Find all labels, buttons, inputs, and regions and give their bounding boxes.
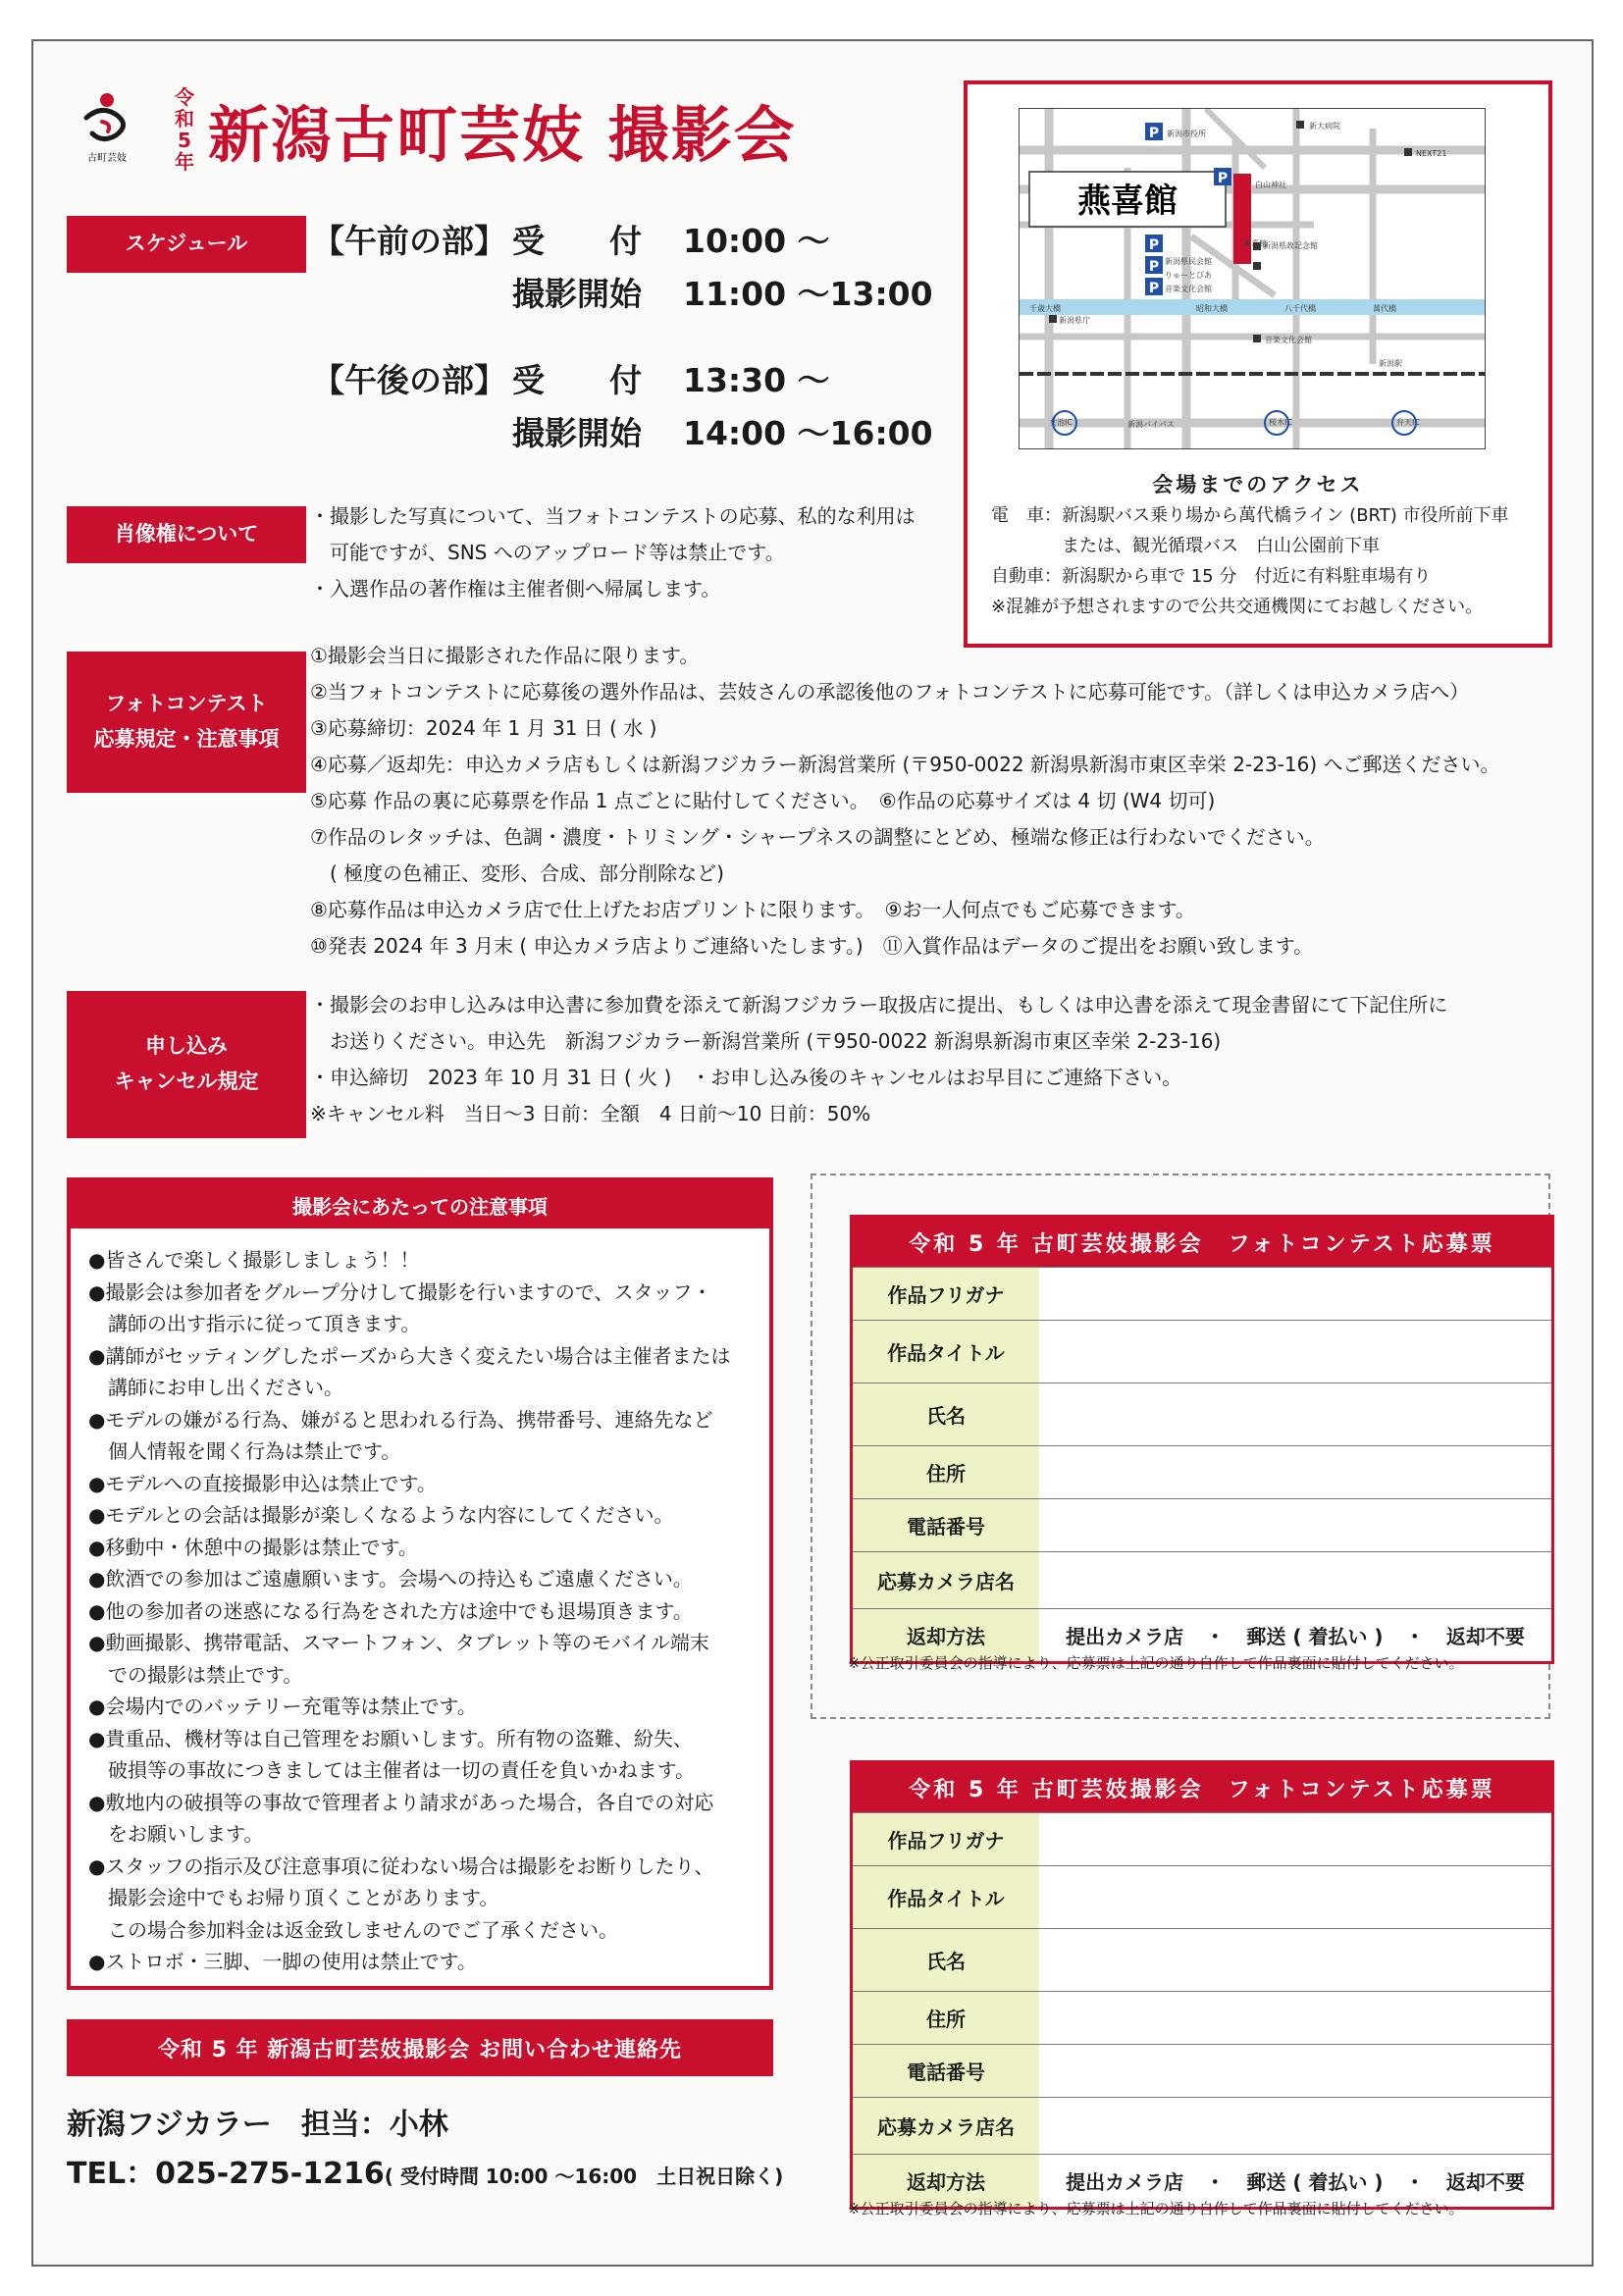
pm-reception-time: 13:30 〜 bbox=[683, 361, 830, 399]
svg-text:新潟バイパス: 新潟バイパス bbox=[1127, 420, 1175, 429]
venue-map bbox=[1019, 108, 1486, 449]
contact-name: 新潟フジカラー 担当：小林 bbox=[67, 2108, 448, 2142]
notes-heading: 撮影会にあたっての注意事項 bbox=[71, 1181, 769, 1228]
return-method-options: 提出カメラ店 ・ 郵送 ( 着払い ) ・ 返却不要 bbox=[1039, 2155, 1551, 2207]
phone-field[interactable] bbox=[1039, 1499, 1551, 1551]
page-title: 新潟古町芸妓 撮影会 bbox=[208, 99, 797, 171]
apply-text: ・撮影会のお申し込みは申込書に参加費を添えて新潟フジカラー取扱店に提出、もしくは申込書を添えて現金書留にて下記住所に お送りください。申込先 新潟フジカラー新潟営業所 (〒950-0022 新潟県新潟市東区幸栄 2-23-16) ・申込締切 2023 年 10 月 31 日 ( 火 ) ・お申し込み後のキャンセルはお早目にご連絡下さい。 ※キャンセル料 当日〜3 日前：全額 4 日前〜10 日前：50% bbox=[310, 993, 1448, 1125]
entry-form-2 bbox=[850, 1760, 1554, 2210]
svg-text:燕喜館: 燕喜館 bbox=[1077, 182, 1178, 221]
am-shoot-time: 11:00 〜13:00 bbox=[683, 275, 933, 313]
list-item: をお願いします。 bbox=[88, 1822, 264, 1846]
svg-text:古町芸妓: 古町芸妓 bbox=[87, 153, 127, 164]
am-shoot: 撮影開始 bbox=[512, 275, 642, 313]
am-part: 【午前の部】 bbox=[312, 222, 506, 260]
contest-label: フォトコンテスト 応募規定・注意事項 bbox=[67, 652, 306, 793]
return-method-options: 提出カメラ店 ・ 郵送 ( 着払い ) ・ 返却不要 bbox=[1039, 1609, 1551, 1661]
return-option-shop[interactable]: 提出カメラ店 bbox=[1066, 1625, 1184, 1648]
form-row-furigana: 作品フリガナ bbox=[853, 1267, 1551, 1320]
svg-text:萬代橋: 萬代橋 bbox=[1373, 304, 1396, 313]
list-item: 破損等の事故につきましては主催者は一切の責任を負いかねます。 bbox=[88, 1758, 695, 1782]
form-row-camera-shop: 応募カメラ店名 bbox=[853, 1551, 1551, 1608]
list-item: ●動画撮影、携帯電話、スマートフォン、タブレット等のモバイル端末 bbox=[88, 1631, 709, 1654]
list-item: ●ストロボ・三脚、一脚の使用は禁止です。 bbox=[88, 1950, 477, 1973]
list-item: ●スタッフの指示及び注意事項に従わない場合は撮影をお断りしたり、 bbox=[88, 1853, 714, 1878]
camera-shop-field[interactable] bbox=[1039, 2098, 1551, 2154]
pm-shoot-time: 14:00 〜16:00 bbox=[683, 414, 933, 452]
address-field[interactable] bbox=[1039, 1992, 1551, 2044]
pm-part: 【午後の部】 bbox=[312, 361, 506, 399]
title-field[interactable] bbox=[1039, 1866, 1551, 1928]
portrait-text: ・撮影した写真について、当フォトコンテストの応募、私的な利用は 可能ですが、SNS へのアップロード等は禁止です。 ・入選作品の著作権は主催者側へ帰属します。 bbox=[310, 504, 916, 600]
form-row-address: 住所 bbox=[853, 1445, 1551, 1498]
pm-shoot: 撮影開始 bbox=[512, 414, 642, 452]
svg-text:P: P bbox=[1148, 126, 1160, 141]
svg-text:女池IC: 女池IC bbox=[1049, 418, 1073, 427]
form-row-name: 氏名 bbox=[853, 1383, 1551, 1445]
furigana-field[interactable] bbox=[1039, 1813, 1551, 1865]
list-item: ●講師がセッティングしたポーズから大きく変えたい場合は主催者または bbox=[88, 1343, 731, 1368]
svg-text:新潟県政記念館: 新潟県政記念館 bbox=[1263, 241, 1318, 250]
return-option-none[interactable]: 返却不要 bbox=[1445, 2170, 1525, 2194]
svg-text:P: P bbox=[1148, 281, 1160, 296]
contact-tel: TEL：025-275-1216( 受付時間 10:00 〜16:00 土日祝日除く) bbox=[67, 2157, 784, 2191]
svg-text:新潟市役所: 新潟市役所 bbox=[1167, 130, 1206, 138]
svg-text:千歳大橋: 千歳大橋 bbox=[1029, 304, 1061, 313]
return-option-none[interactable]: 返却不要 bbox=[1445, 1625, 1525, 1648]
name-field[interactable] bbox=[1039, 1929, 1551, 1991]
list-item: ●モデルとの会話は撮影が楽しくなるような内容にしてください。 bbox=[88, 1503, 674, 1527]
apply-label: 申し込み キャンセル規定 bbox=[67, 991, 306, 1138]
form-row-furigana: 作品フリガナ bbox=[853, 1812, 1551, 1865]
svg-text:P: P bbox=[1148, 259, 1160, 275]
form-row-title: 作品タイトル bbox=[853, 1320, 1551, 1383]
list-item: 撮影会途中でもお帰り頂くことがあります。 bbox=[88, 1886, 499, 1909]
svg-text:新潟駅: 新潟駅 bbox=[1379, 359, 1402, 368]
list-item: 講師の出す指示に従って頂きます。 bbox=[88, 1312, 421, 1335]
svg-text:NEXT21: NEXT21 bbox=[1416, 149, 1447, 158]
address-field[interactable] bbox=[1039, 1446, 1551, 1498]
svg-text:桜木IC: 桜木IC bbox=[1269, 418, 1292, 427]
list-item: での撮影は禁止です。 bbox=[88, 1662, 303, 1687]
entry-form-heading: 令和 5 年 古町芸妓撮影会 フォトコンテスト応募票 bbox=[853, 1763, 1551, 1812]
portrait-label: 肖像権について bbox=[67, 506, 306, 563]
title-field[interactable] bbox=[1039, 1321, 1551, 1383]
name-field[interactable] bbox=[1039, 1383, 1551, 1445]
svg-text:新大病院: 新大病院 bbox=[1309, 122, 1340, 130]
am-reception: 受 付 bbox=[512, 222, 642, 260]
list-item: ●会場内でのバッテリー充電等は禁止です。 bbox=[88, 1695, 477, 1718]
form-row-phone: 電話番号 bbox=[853, 1498, 1551, 1551]
form-row-name: 氏名 bbox=[853, 1928, 1551, 1991]
form-row-return: 返却方法 提出カメラ店 ・ 郵送 ( 着払い ) ・ 返却不要 bbox=[853, 2154, 1551, 2207]
list-item: この場合参加料金は返金致しませんのでご了承ください。 bbox=[88, 1917, 618, 1942]
entry-form-1 bbox=[850, 1215, 1554, 1664]
list-item: ●移動中・休憩中の撮影は禁止です。 bbox=[88, 1535, 418, 1559]
svg-text:白山神社: 白山神社 bbox=[1255, 181, 1286, 189]
access-box bbox=[964, 80, 1552, 648]
form-row-camera-shop: 応募カメラ店名 bbox=[853, 2097, 1551, 2154]
era-label: 令和5年 bbox=[175, 85, 194, 174]
entry-form-footnote: ※公正取引委員会の指導により、応募票は上記の通り自作して作品裏面に貼付してください。 bbox=[848, 2200, 1464, 2218]
svg-text:新潟県民会館: 新潟県民会館 bbox=[1165, 257, 1212, 266]
list-item: 個人情報を聞く行為は禁止です。 bbox=[88, 1439, 401, 1463]
svg-text:P: P bbox=[1217, 171, 1229, 186]
form-row-address: 住所 bbox=[853, 1991, 1551, 2044]
form-row-return: 返却方法 提出カメラ店 ・ 郵送 ( 着払い ) ・ 返却不要 bbox=[853, 1608, 1551, 1661]
entry-form-heading: 令和 5 年 古町芸妓撮影会 フォトコンテスト応募票 bbox=[853, 1218, 1551, 1267]
svg-text:音楽文化会館: 音楽文化会館 bbox=[1165, 285, 1212, 293]
list-item: ●敷地内の破損等の事故で管理者より請求があった場合，各自での対応 bbox=[88, 1790, 714, 1814]
am-reception-time: 10:00 〜 bbox=[683, 222, 830, 260]
svg-text:弁天IC: 弁天IC bbox=[1396, 418, 1420, 427]
svg-text:りゅーとぴあ: りゅーとぴあ bbox=[1165, 271, 1212, 280]
notes-box bbox=[67, 1177, 773, 1990]
svg-text:P: P bbox=[1148, 237, 1160, 253]
list-item: ●飲酒での参加はご遠慮願います。会場への持込もご遠慮ください。 bbox=[88, 1567, 693, 1591]
pm-reception: 受 付 bbox=[512, 361, 642, 399]
access-directions: 電 車：新潟駅バス乗り場から萬代橋ライン (BRT) 市役所前下車 または、観光循環バス 白山公園前下車 自動車：新潟駅から車で 15 分 付近に有料駐車場有り ※混雑が予想されますので公共交通機関にてお越しください。 bbox=[991, 505, 1509, 617]
form-row-title: 作品タイトル bbox=[853, 1865, 1551, 1928]
camera-shop-field[interactable] bbox=[1039, 1552, 1551, 1608]
schedule-label: スケジュール bbox=[67, 216, 306, 273]
list-item: ●皆さんで楽しく撮影しましょう！！ bbox=[88, 1248, 420, 1272]
svg-text:音楽文化会館: 音楽文化会館 bbox=[1265, 336, 1312, 344]
list-item: ●モデルへの直接撮影申込は禁止です。 bbox=[88, 1471, 437, 1495]
return-option-mail[interactable]: 郵送 ( 着払い ) bbox=[1246, 1625, 1384, 1648]
contact-heading: 令和 5 年 新潟古町芸妓撮影会 お問い合わせ連絡先 bbox=[67, 2019, 773, 2076]
svg-text:新潟県庁: 新潟県庁 bbox=[1059, 316, 1090, 325]
return-option-mail[interactable]: 郵送 ( 着払い ) bbox=[1246, 2170, 1384, 2194]
svg-text:八千代橋: 八千代橋 bbox=[1284, 304, 1316, 313]
list-item: ●撮影会は参加者をグループ分けして撮影を行いますので、スタッフ・ bbox=[88, 1279, 712, 1304]
svg-text:燕喜館: 燕喜館 bbox=[1243, 239, 1267, 248]
entry-form-footnote: ※公正取引委員会の指導により、応募票は上記の通り自作して作品裏面に貼付してください。 bbox=[848, 1654, 1464, 1672]
return-option-shop[interactable]: 提出カメラ店 bbox=[1066, 2170, 1184, 2194]
list-item: ●貴重品、機材等は自己管理をお願いします。所有物の盗難、紛失、 bbox=[88, 1726, 693, 1750]
list-item: ●他の参加者の迷惑になる行為をされた方は途中でも退場頂きます。 bbox=[88, 1598, 693, 1623]
svg-text:昭和大橋: 昭和大橋 bbox=[1196, 304, 1228, 313]
form-row-phone: 電話番号 bbox=[853, 2044, 1551, 2097]
notes-list bbox=[71, 1228, 769, 1978]
furumachi-geigi-logo bbox=[73, 78, 141, 167]
list-item: 講師にお申し出ください。 bbox=[88, 1376, 343, 1399]
list-item: ●モデルの嫌がる行為、嫌がると思われる行為、携帯番号、連絡先など bbox=[88, 1407, 713, 1432]
phone-field[interactable] bbox=[1039, 2045, 1551, 2097]
contest-rules: ①撮影会当日に撮影された作品に限ります。 ②当フォトコンテストに応募後の選外作品は、芸妓さんの承認後他のフォトコンテストに応募可能です。（詳しくは申込カメラ店へ） ③応募締切：2024 年 1 月 31 日 ( 水 ) ④応募／返却先：申込カメラ店もしくは新潟フジカラー新潟営業所 (〒950-0022 新潟県新潟市東区幸栄 2-23-16) へご郵送ください。 ⑤応募 作品の裏に応募票を作品 1 点ごとに貼付してください。 ⑥作品の応募サイズは 4 切 (W4 切可) ⑦作品のレタッチは、色調・濃度・トリミング・シャープネスの調整にとどめ、極端な修正は行わないでください。 ( 極度の色補正、変形、合成、部分削除など) ⑧応募作品は申込カメラ店で仕上げたお店プリントに限ります。 ⑨お一人何点でもご応募できます。 ⑩発表 2024 年 3 月末 ( 申込カメラ店よりご連絡いたします。) ⑪入賞作品はデータのご提出をお願い致します。 bbox=[310, 644, 1500, 958]
furigana-field[interactable] bbox=[1039, 1268, 1551, 1320]
access-heading: 会場までのアクセス bbox=[1152, 473, 1364, 496]
